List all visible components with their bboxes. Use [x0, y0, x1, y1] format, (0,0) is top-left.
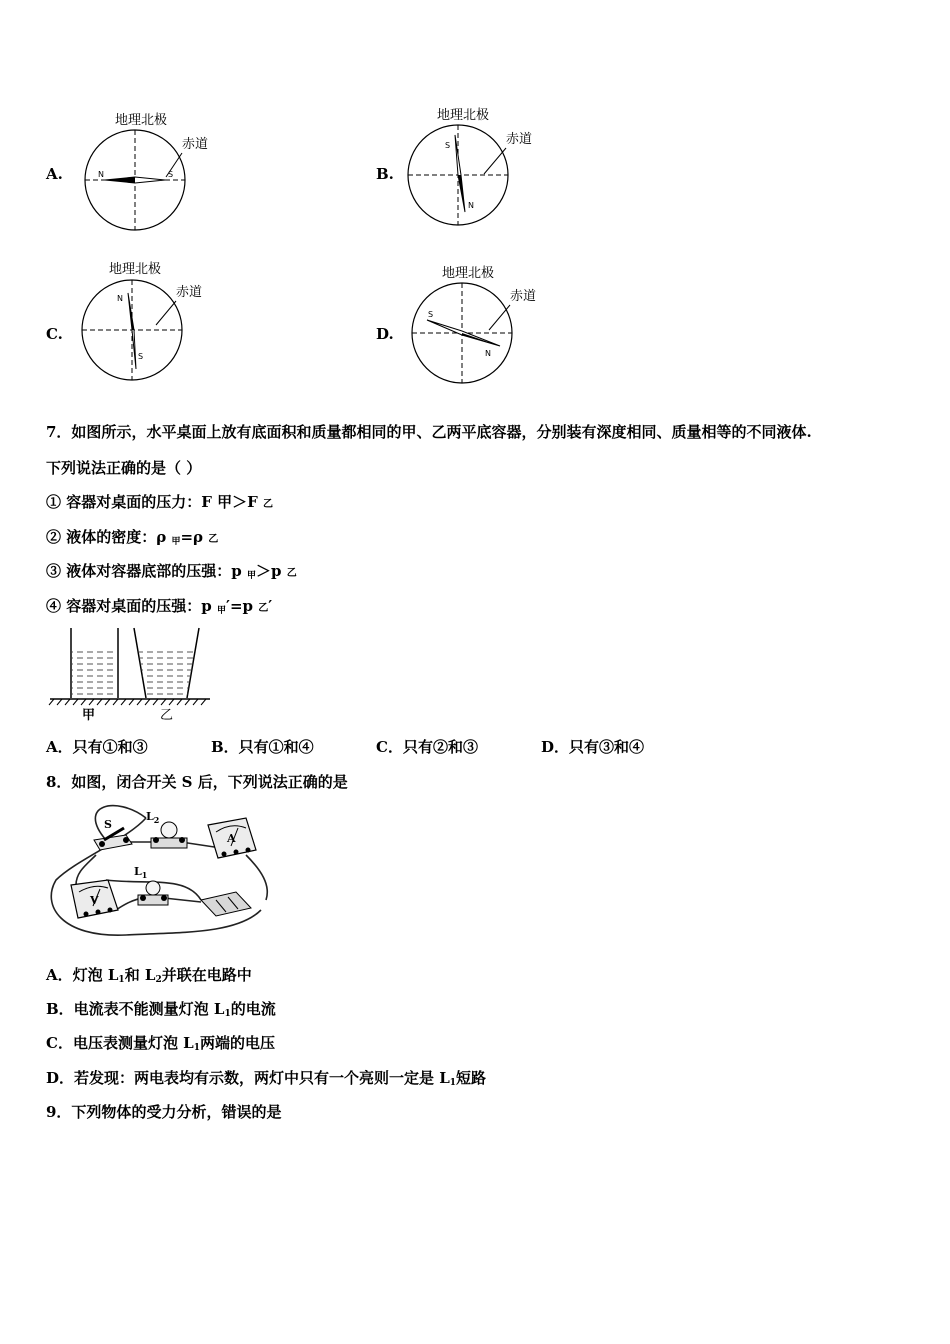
north-pole-label: 地理北极 [109, 262, 162, 277]
q7-stem-line2: 下列说法正确的是（ ） [46, 459, 202, 477]
q7-option-b: B．只有①和④ [211, 738, 314, 756]
compass-figure-d [405, 260, 555, 390]
q7-option-a: A．只有①和③ [46, 738, 148, 756]
ammeter [208, 818, 256, 858]
lamp-l1-label: $L_1$ [134, 865, 148, 880]
needle-pole-label: S [168, 170, 174, 179]
container-yi-label: 乙 [160, 708, 174, 723]
equator-label: 赤道 [510, 289, 537, 304]
q7-statement-1: ① 容器对桌面的压力：F 甲＞F 乙 [46, 493, 273, 511]
q7-statement-3: ③ 液体对容器底部的压强：p $_甲$＞p 乙 [46, 562, 297, 581]
lamp-l1 [134, 865, 168, 905]
q7-stem-line1: 7．如图所示，水平桌面上放有底面积和质量都相同的甲、乙两平底容器，分别装有深度相同、质量相等的不同液体. [46, 423, 812, 441]
q7-statement-2: ② 液体的密度：ρ $_甲$=ρ 乙 [46, 528, 219, 547]
q8-option-c: C．电压表测量灯泡 $L_1$两端的电压 [46, 1034, 275, 1053]
needle-pole-label: N [485, 349, 491, 358]
lamp-l2-label: $L_2$ [146, 810, 160, 825]
q8-option-b: B．电流表不能测量灯泡 $L_1$的电流 [46, 1000, 276, 1019]
liquid-yi [138, 650, 195, 697]
equator-label: 赤道 [182, 137, 209, 152]
switch-label: S [104, 818, 112, 831]
compass-figure-b [400, 100, 550, 235]
north-pole-label: 地理北极 [115, 113, 168, 128]
equator-label: 赤道 [506, 132, 533, 147]
q8-option-a: A．灯泡 $L_1$和 $L_2$并联在电路中 [46, 966, 252, 985]
needle-pole-label: N [468, 201, 474, 210]
liquid-jia [72, 650, 117, 697]
q8-stem: 8．如图，闭合开关 S 后，下列说法正确的是 [46, 773, 348, 791]
north-pole-label: 地理北极 [442, 266, 495, 281]
option-c-letter: C. [46, 325, 63, 343]
containers-figure [46, 625, 216, 725]
q8-option-d: D．若发现：两电表均有示数，两灯中只有一个亮则一定是 $L_1$短路 [46, 1069, 487, 1088]
needle-pole-label: S [428, 310, 434, 319]
equator-label: 赤道 [176, 285, 203, 300]
needle-pole-label: N [98, 170, 104, 179]
option-d-letter: D. [376, 325, 394, 343]
q9-stem: 9．下列物体的受力分析，错误的是 [46, 1103, 282, 1121]
option-b-letter: B. [376, 165, 394, 183]
lamp-l2 [146, 810, 187, 848]
needle-pole-label: S [445, 141, 451, 150]
q7-option-d: D．只有③和④ [541, 738, 645, 756]
q7-statement-4: ④ 容器对桌面的压强：p $_甲$′=p 乙′ [46, 597, 273, 616]
q7-option-c: C．只有②和③ [376, 738, 478, 756]
circuit-figure [46, 800, 286, 948]
needle-pole-label: N [117, 294, 123, 303]
voltmeter [71, 880, 118, 918]
option-a-letter: A. [46, 165, 63, 183]
compass-figure-a [80, 105, 220, 235]
container-jia-label: 甲 [82, 708, 96, 723]
north-pole-label: 地理北极 [437, 108, 490, 123]
compass-figure-c [76, 255, 226, 385]
ammeter-label: A [227, 832, 236, 845]
voltmeter-label: V [90, 894, 99, 907]
needle-pole-label: S [138, 352, 144, 361]
battery [201, 892, 251, 916]
